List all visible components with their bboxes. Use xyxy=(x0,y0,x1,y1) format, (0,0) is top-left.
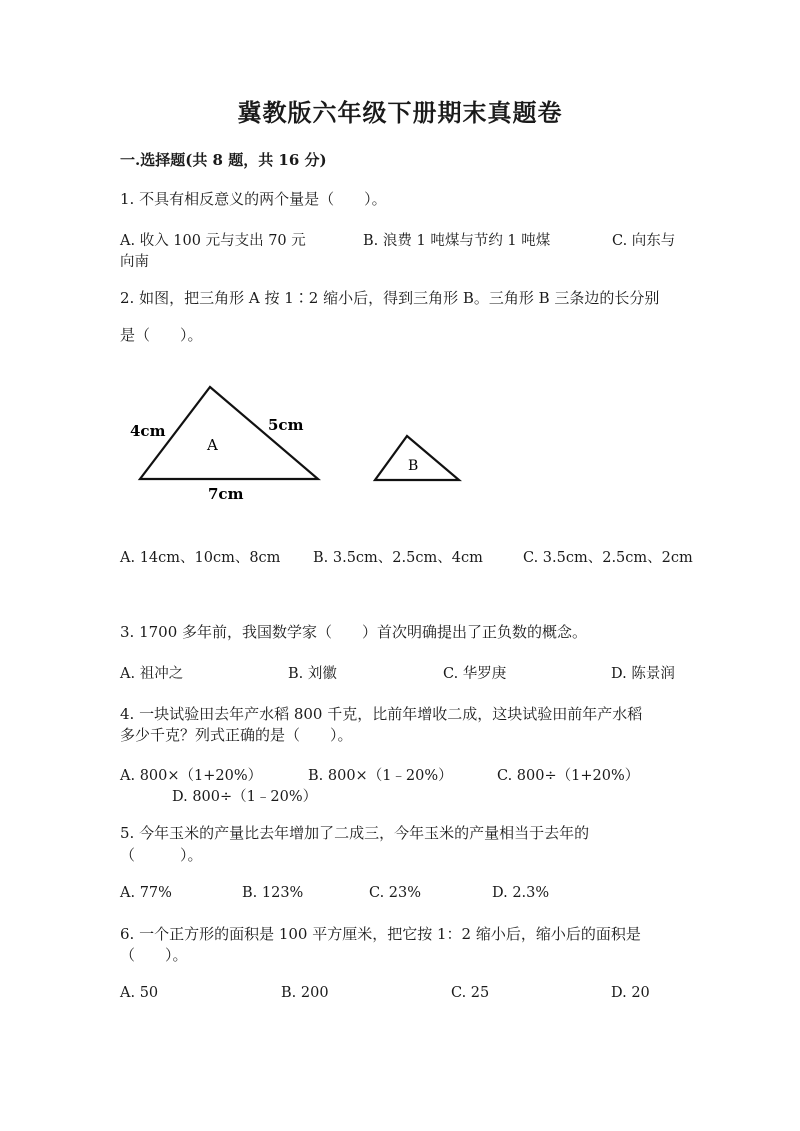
question-1-option-a: A. 收入 100 元与支出 70 元 xyxy=(120,233,306,249)
question-1-option-c-continued: 向南 xyxy=(120,254,149,270)
question-5-option-b: B. 123% xyxy=(242,885,304,901)
question-2-option-a: A. 14cm、10cm、8cm xyxy=(120,550,281,566)
page-title: 冀教版六年级下册期末真题卷 xyxy=(237,98,563,127)
question-4-stem-continued: 多少千克？列式正确的是（ ）。 xyxy=(120,726,353,744)
question-4-option-d: D. 800÷（1﹣20%） xyxy=(172,789,318,805)
question-3-stem: 3. 1700 多年前，我国数学家（ ）首次明确提出了正负数的概念。 xyxy=(120,623,588,641)
triangle-a-label: A xyxy=(207,436,218,454)
question-4-option-c: C. 800÷（1+20%） xyxy=(497,768,640,784)
question-2-stem: 2. 如图，把三角形 A 按 1∶2 缩小后，得到三角形 B。三角形 B 三条边的长分别 xyxy=(120,289,660,307)
question-1-option-c: C. 向东与 xyxy=(612,233,676,249)
question-4-option-b: B. 800×（1﹣20%） xyxy=(308,768,453,784)
question-3-option-d: D. 陈景润 xyxy=(611,666,675,682)
triangle-a-right-side-label: 5cm xyxy=(268,416,304,434)
question-3-option-c: C. 华罗庚 xyxy=(443,666,507,682)
question-4-stem: 4. 一块试验田去年产水稻 800 千克，比前年增收二成，这块试验田前年产水稻 xyxy=(120,705,643,723)
question-6-option-c: C. 25 xyxy=(451,985,490,1001)
question-4-option-a: A. 800×（1+20%） xyxy=(120,768,263,784)
triangles-figure xyxy=(120,375,480,510)
triangle-b-label: B xyxy=(408,458,419,474)
question-6-stem-continued: （ ）。 xyxy=(120,946,188,964)
question-5-stem: 5. 今年玉米的产量比去年增加了二成三，今年玉米的产量相当于去年的 xyxy=(120,824,590,842)
question-5-option-a: A. 77% xyxy=(120,885,172,901)
question-6-stem: 6. 一个正方形的面积是 100 平方厘米，把它按 1：2 缩小后，缩小后的面积是 xyxy=(120,925,641,943)
question-3-option-a: A. 祖冲之 xyxy=(120,666,184,682)
triangle-a-bottom-side-label: 7cm xyxy=(208,485,244,503)
question-2-stem-continued: 是（ ）。 xyxy=(120,326,203,344)
question-5-option-d: D. 2.3% xyxy=(492,885,550,901)
question-1-stem: 1. 不具有相反意义的两个量是（ ）。 xyxy=(120,190,387,208)
question-3-option-b: B. 刘徽 xyxy=(288,666,337,682)
question-6-option-b: B. 200 xyxy=(281,985,329,1001)
question-1-option-b: B. 浪费 1 吨煤与节约 1 吨煤 xyxy=(363,233,551,249)
question-2-option-c: C. 3.5cm、2.5cm、2cm xyxy=(523,550,693,566)
question-5-stem-continued: （ ）。 xyxy=(120,846,203,864)
section-heading: 一.选择题(共 8 题，共 16 分) xyxy=(120,151,327,169)
question-6-option-a: A. 50 xyxy=(120,985,159,1001)
triangle-a-left-side-label: 4cm xyxy=(130,422,166,440)
question-6-option-d: D. 20 xyxy=(611,985,650,1001)
question-5-option-c: C. 23% xyxy=(369,885,422,901)
question-2-option-b: B. 3.5cm、2.5cm、4cm xyxy=(313,550,483,566)
